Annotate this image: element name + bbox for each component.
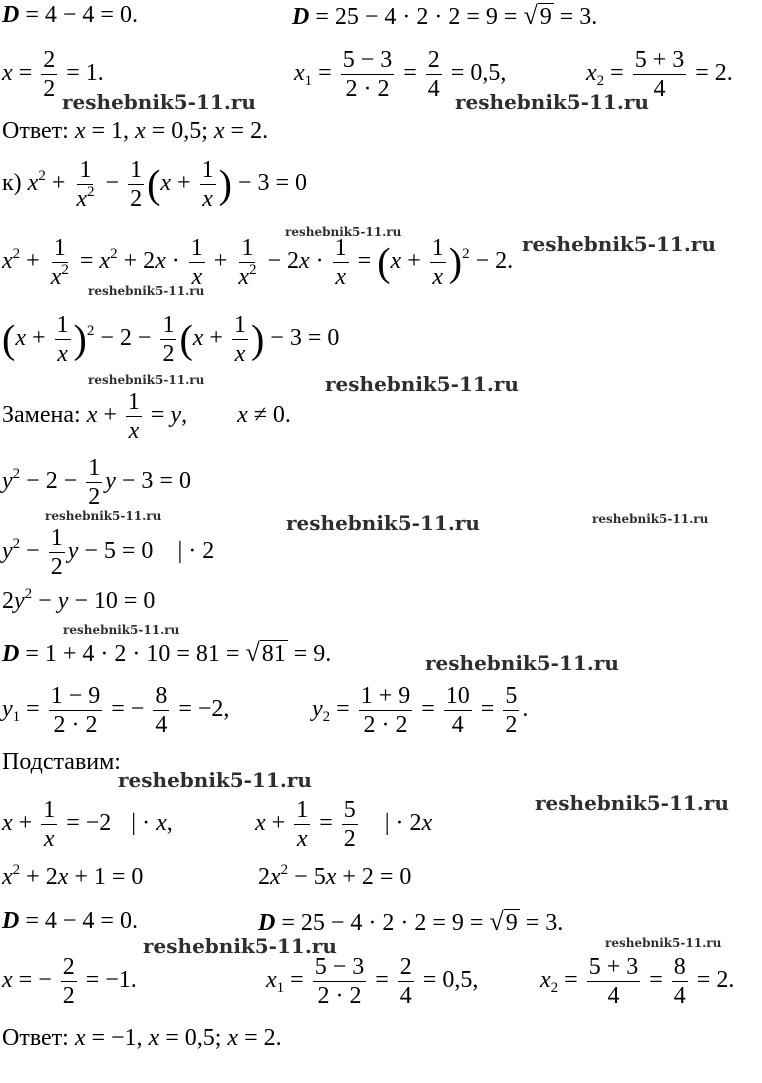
final-root-c: $x_2$ = $\frac{5 + 3}{4}$ = $\frac{8}{4}$ = 2. — [540, 954, 735, 1009]
identity-line: $x^2$ + $\frac{1}{x^2}$ = $x^2 + 2x$ · $\frac{1}{x}$ + $\frac{1}{x^2}$ − 2x · $\frac{1}{x}$ = (x + $\frac{1}{x}$ )$^2$ − 2. — [2, 235, 514, 290]
substituted-equation-2: x + $\frac{1}{x}$ = $\frac{5}{2}$ | · 2x — [255, 797, 433, 852]
final-root-b: $x_1$ = $\frac{5 - 3}{2 \cdot 2}$ = $\frac{2}{4}$ = 0,5, — [266, 954, 479, 1009]
substitute-label: Подставим: — [2, 749, 121, 775]
substituted-equation-1: x + $\frac{1}{x}$ = −2 | · x, — [2, 797, 173, 852]
watermark: reshebnik5-11.ru — [455, 90, 649, 114]
watermark: reshebnik5-11.ru — [285, 225, 402, 239]
answer-1: Ответ: x = 1, x = 0,5; x = 2. — [2, 118, 269, 144]
substitution-line: Замена: x + $\frac{1}{x}$ = y, x ≠ 0. — [2, 389, 291, 444]
watermark: reshebnik5-11.ru — [605, 936, 722, 950]
y-equation-1: $y^2 - 2$ − $\frac{1}{2}$ y − 3 = 0 — [2, 455, 191, 510]
watermark: reshebnik5-11.ru — [286, 511, 480, 535]
root-line-2b: $x_1$ = $\frac{5 - 3}{2 \cdot 2}$ = $\frac{2}{4}$ = 0,5, — [294, 47, 507, 102]
y-root-1: $y_1$ = $\frac{1 - 9}{2 \cdot 2}$ = − $\frac{8}{4}$ = −2, — [2, 683, 230, 738]
watermark: reshebnik5-11.ru — [143, 934, 337, 958]
y-root-2: $y_2$ = $\frac{1 + 9}{2 \cdot 2}$ = $\frac{10}{4}$ = $\frac{5}{2}$ . — [312, 683, 529, 738]
watermark: reshebnik5-11.ru — [592, 512, 709, 526]
watermark: reshebnik5-11.ru — [522, 232, 716, 256]
watermark: reshebnik5-11.ru — [62, 90, 256, 114]
discriminant-line-1a: D = 4 − 4 = 0. — [2, 2, 138, 28]
watermark: reshebnik5-11.ru — [63, 623, 180, 637]
watermark: reshebnik5-11.ru — [45, 509, 162, 523]
task-k: к) $x^2$ + $\frac{1}{x^2}$ − $\frac{1}{2}$ (x + $\frac{1}{x}$ ) − 3 = 0 — [2, 157, 307, 212]
quadratic-1: $x^2 + 2x + 1 = 0$ — [2, 862, 144, 890]
discriminant-3b: D = 25 − 4 · 2 · 2 = 9 = √9 = 3. — [258, 907, 564, 936]
watermark: reshebnik5-11.ru — [118, 768, 312, 792]
y-equation-2: $y^2$ − $\frac{1}{2}$ y − 5 = 0 | · 2 — [2, 525, 215, 580]
watermark: reshebnik5-11.ru — [535, 791, 729, 815]
watermark: reshebnik5-11.ru — [425, 651, 619, 675]
watermark: reshebnik5-11.ru — [88, 373, 205, 387]
final-root-a: x = − $\frac{2}{2}$ = −1. — [2, 954, 137, 1009]
rewritten-equation: (x + $\frac{1}{x}$ )$^2$ − 2 − $\frac{1}{2}$ (x + $\frac{1}{x}$ ) − 3 = 0 — [2, 312, 340, 367]
y-equation-3: $2y^2 - y - 10 = 0$ — [2, 586, 156, 614]
discriminant-line-1b: D = 25 − 4 · 2 · 2 = 9 = √9 = 3. — [292, 1, 598, 30]
substitution-label: Замена: — [2, 402, 81, 429]
watermark: reshebnik5-11.ru — [88, 284, 205, 298]
discriminant-3a: D = 4 − 4 = 0. — [2, 908, 138, 934]
root-line-2a: x = $\frac{2}{2}$ = 1. — [2, 47, 104, 102]
quadratic-2: $2x^2 - 5x + 2 = 0$ — [258, 862, 412, 890]
answer-2: Ответ: x = −1, x = 0,5; x = 2. — [2, 1025, 282, 1051]
discriminant-2: D = 1 + 4 · 2 · 10 = 81 = √81 = 9. — [2, 638, 332, 667]
watermark: reshebnik5-11.ru — [325, 372, 519, 396]
root-line-2c: $x_2$ = $\frac{5 + 3}{4}$ = 2. — [586, 47, 733, 102]
